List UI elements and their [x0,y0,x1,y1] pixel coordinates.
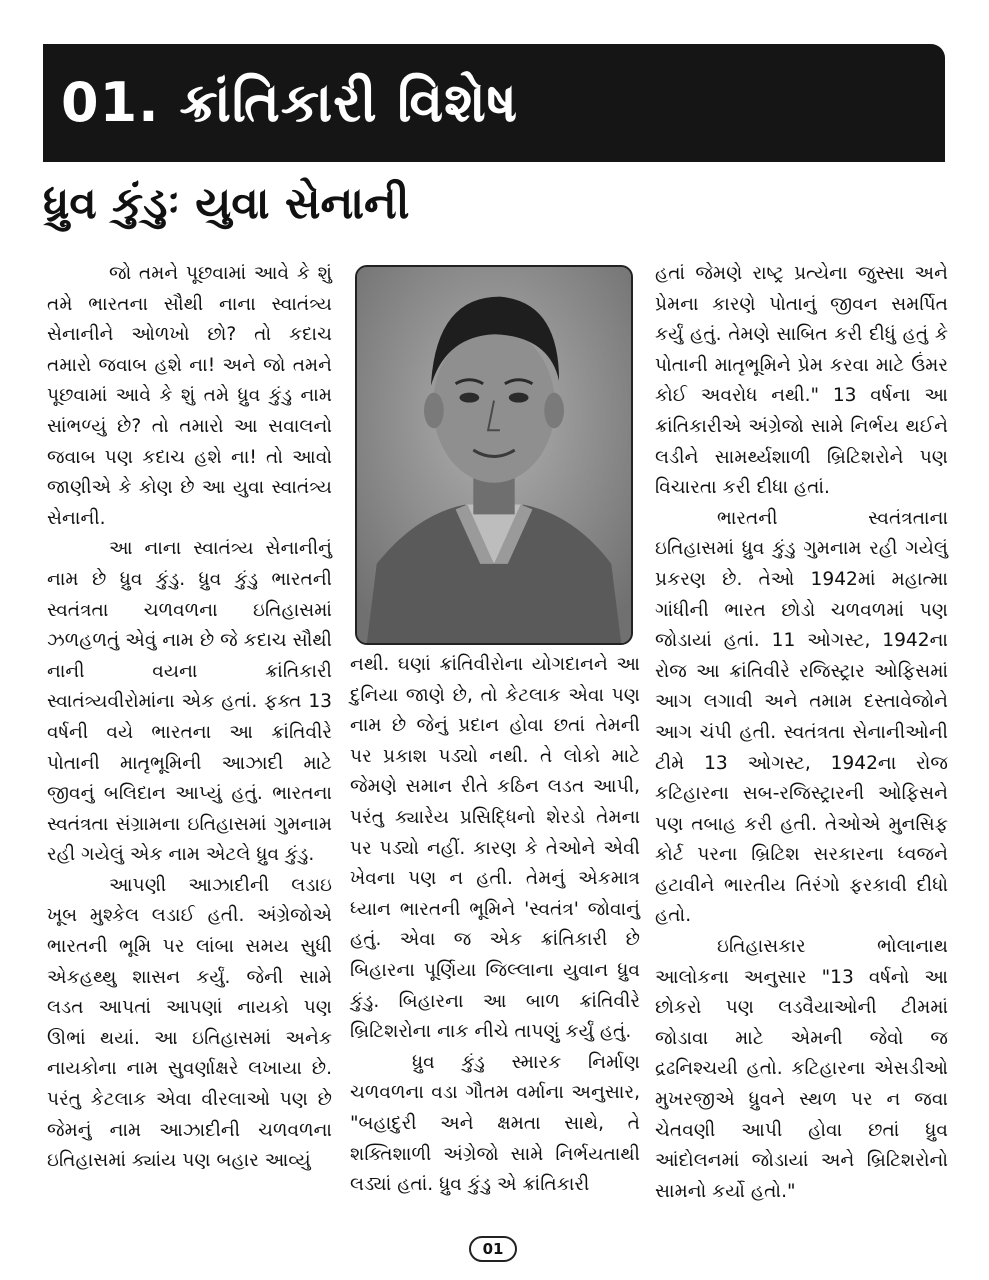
paragraph: ઇતિહાસકાર ભોલાનાથ આલોકના અનુસાર "13 વર્ષનો આ છોકરો પણ લડવૈયાઓની ટીમમાં જોડાવા માટે એમની જેવો જ દ્રઢનિશ્ચયી હતો. કટિહારના એસડીઓ મુખરજીએ ધ્રુવને સ્થળ પર ન જવા ચેતવણી આપી હોવા છતાં ધ્રુવ આંદોલનમાં જોડાયાં અને બ્રિટિશરોનો સામનો કર્યો હતો." [655,936,948,1202]
paragraph: નથી. ઘણાં ક્રાંતિવીરોના યોગદાનને આ દુનિયા જાણે છે, તો કેટલાક એવા પણ નામ છે જેનું પ્રદાન હોવા છતાં તેમની પર પ્રકાશ પડ્યો નથી. તે લોકો માટે જેમણે સમાન રીતે કઠિન લડત આપી, પરંતુ ક્યારેય પ્રસિદ્ધિનો શેરડો તેમના પર પડ્યો નહીં. કારણ કે તેઓને એવી ખેવના પણ ન હતી. તેમનું એકમાત્ર ધ્યાન ભારતની ભૂમિને 'સ્વતંત્ર' જોવાનું હતું. એવા જ એક ક્રાંતિકારી છે બિહારના પૂર્ણિયા જિલ્લાના યુવાન ધ્રુવ કુંડુ. બિહારના આ બાળ ક્રાંતિવીરે બ્રિટિશરોના નાક નીચે તાપણું કર્યું હતું. [350,654,640,1043]
paragraph: આ નાના સ્વાતંત્ર્ય સેનાનીનું નામ છે ધ્રુવ કુંડુ. ધ્રુવ કુંડુ ભારતની સ્વતંત્રતા ચળવળના ઇતિહાસમાં ઝળહળતું એવું નામ છે જે કદાચ સૌથી નાની વયના ક્રાંતિકારી સ્વાતંત્ર્યવીરોમાંના એક હતાં. ફક્ત 13 વર્ષની વયે ભારતના આ ક્રાંતિવીરે પોતાની માતૃભૂમિની આઝાદી માટે જીવનું બલિદાન આપ્યું હતું. ભારતના સ્વતંત્રતા સંગ્રામના ઇતિહાસમાં ગુમનામ રહી ગયેલું એક નામ એટલે ધ્રુવ કુંડુ. [47,538,332,866]
paragraph: ભારતની સ્વતંત્રતાના ઇતિહાસમાં ધ્રુવ કુંડુ ગુમનામ રહી ગયેલું પ્રકરણ છે. તેઓ 1942માં મહાત્મા ગાંધીની ભારત છોડો ચળવળમાં પણ જોડાયાં હતાં. 11 ઓગસ્ટ, 1942ના રોજ આ ક્રાંતિવીરે રજિસ્ટ્રાર ઓફિસમાં આગ લગાવી અને તમામ દસ્તાવેજોને આગ ચંપી હતી. સ્વતંત્રતા સેનાનીઓની ટીમે 13 ઓગસ્ટ, 1942ના રોજ કટિહારના સબ-રજિસ્ટ્રારની ઓફિસને પણ તબાહ કરી હતી. તેઓએ મુનસિફ કોર્ટ પરના બ્રિટિશ સરકારના ધ્વજને હટાવીને ભારતીય તિરંગો ફરકાવી દીધો હતો. [655,507,948,927]
article-column-1 [47,259,332,1177]
article-title: ધ્રુવ કુંડુઃ યુવા સેનાની [43,178,410,229]
paragraph: આપણી આઝાદીની લડાઇ ખૂબ મુશ્કેલ લડાઈ હતી. અંગ્રેજોએ ભારતની ભૂમિ પર લાંબા સમય સુધી એકહથ્થુ શાસન કર્યું. જેની સામે લડત આપતાં આપણાં નાયકો પણ ઊભાં થયાં. આ ઇતિહાસમાં અનેક નાયકોના નામ સુવર્ણાક્ષરે લખાયા છે. પરંતુ કેટલાક એવા વીરલાઓ પણ છે જેમનું નામ આઝાદીની ચળવળના ઇતિહાસમાં ક્યાંય પણ બહાર આવ્યું [47,874,332,1172]
section-title: 01. ક્રાંતિકારી વિશેષ [61,71,519,134]
article-column-3 [655,259,948,1207]
portrait-photo [355,265,633,645]
paragraph: હતાં જેમણે રાષ્ટ્ર પ્રત્યેના જુસ્સા અને પ્રેમના કારણે પોતાનું જીવન સમર્પિત કર્યું હતું. તેમણે સાબિત કરી દીધું હતું કે પોતાની માતૃભૂમિને પ્રેમ કરવા માટે ઉંમર કોઈ અવરોધ નથી." 13 વર્ષના આ ક્રાંતિકારીએ અંગ્રેજો સામે નિર્ભય થઈને લડીને સામર્થ્યશાળી બ્રિટિશરોને પણ વિચારતા કરી દીધા હતાં. [655,263,948,499]
paragraph: ધ્રુવ કુંડુ સ્મારક નિર્માણ ચળવળના વડા ગૌતમ વર્માના અનુસાર, "બહાદુરી અને ક્ષમતા સાથે, તે શક્તિશાળી અંગ્રેજો સામે નિર્ભયતાથી લડ્યાં હતાં. ધ્રુવ કુંડુ એ ક્રાંતિકારી [350,1051,640,1196]
article-column-2 [350,650,640,1201]
page-number: 01 [469,1236,517,1262]
paragraph: જો તમને પૂછવામાં આવે કે શું તમે ભારતના સૌથી નાના સ્વાતંત્ર્ય સેનાનીને ઓળખો છો? તો કદાચ તમારો જવાબ હશે ના! અને જો તમને પૂછવામાં આવે કે શું તમે ધ્રુવ કુંડુ નામ સાંભળ્યું છે? તો તમારો આ સવાલનો જવાબ પણ કદાચ હશે ના! તો આવો જાણીએ કે કોણ છે આ યુવા સ્વાતંત્ર્ય સેનાની. [47,263,332,529]
section-header [43,44,945,162]
